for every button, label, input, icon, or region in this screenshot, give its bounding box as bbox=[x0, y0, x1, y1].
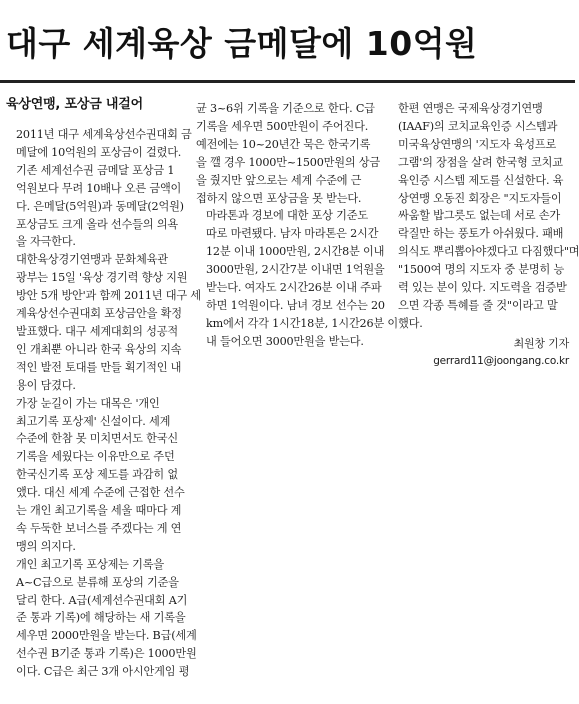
text-line: 기록을 세우면 500만원이 주어진다. bbox=[196, 119, 369, 133]
text-line: 그램'의 장점을 살려 한국형 코치교 bbox=[398, 155, 563, 169]
text-line: 한국신기록 포상 제도를 과감히 없 bbox=[16, 468, 178, 482]
paragraph bbox=[6, 162, 184, 252]
text-line: 접하지 않으면 포상금을 못 받는다. bbox=[196, 191, 362, 205]
text-line: 했다. bbox=[398, 316, 423, 330]
text-line: 인 개최뿐 아니라 한국 육상의 지속 bbox=[16, 342, 182, 356]
text-line: 광부는 15일 '육상 경기력 향상 지원 bbox=[16, 271, 188, 285]
text-line: 계육상선수권대회 포상금안을 확정 bbox=[16, 307, 182, 321]
text-line: 균 3~6위 기록을 기준으로 한다. C급 bbox=[196, 102, 375, 115]
text-line: 을 깰 경우 1000만~1500만원의 상금 bbox=[196, 155, 381, 169]
text-line: 억원보다 무려 10배나 오른 금액이 bbox=[16, 181, 182, 195]
text-line: 의식도 뿌리뽑아야겠다고 다짐했다"며 bbox=[398, 245, 579, 259]
author-email: gerrard11@joongang.co.kr bbox=[433, 354, 569, 367]
text-line: 적인 발전 토대를 만들 획기적인 내 bbox=[16, 360, 182, 374]
column-2-body bbox=[196, 100, 398, 351]
text-line: 대한육상경기연맹과 문화체육관 bbox=[16, 253, 168, 267]
text-line: 으면 각종 특혜를 줄 것"이라고 말 bbox=[398, 298, 558, 312]
headline: 대구 세계육상 금메달에 10억원 bbox=[6, 24, 478, 63]
text-line: 앴다. 대신 세계 수준에 근접한 선수 bbox=[16, 486, 185, 500]
text-line: 방안 5개 방안'과 함께 2011년 대구 세 bbox=[16, 289, 201, 303]
paragraph bbox=[6, 251, 201, 394]
text-line: 12분 이내 1000만원, 2시간8분 이내 bbox=[206, 245, 385, 259]
subheadline: 육상연맹, 포상금 내걸어 bbox=[6, 97, 143, 112]
text-line: 포상금도 크게 올라 선수들의 의욕 bbox=[16, 217, 178, 231]
text-line: 메달에 10억원의 포상금이 걸렸다. bbox=[16, 145, 182, 159]
text-line: 선수권 B기준 통과 기록)은 1000만원 bbox=[16, 647, 197, 661]
text-line: 는 개인 최고기록을 세울 때마다 계 bbox=[16, 504, 182, 518]
paragraph bbox=[196, 207, 398, 350]
byline: 최원창 기자 bbox=[513, 336, 569, 350]
text-line: 3000만원, 2시간7분 이내면 1억원을 bbox=[206, 263, 385, 277]
text-line: 맹의 의지다. bbox=[16, 539, 76, 553]
text-line: 내 들어오면 3000만원을 받는다. bbox=[206, 334, 364, 348]
text-line: 기록을 세웠다는 이유만으로 주던 bbox=[16, 450, 175, 464]
text-line: 마라톤과 경보에 대한 포상 기준도 bbox=[206, 209, 368, 223]
text-line: A~C급으로 분류해 포상의 기준을 bbox=[16, 575, 179, 589]
text-line: 속 두둑한 보너스를 주겠다는 게 연 bbox=[16, 521, 182, 535]
text-line: 발표했다. 대구 세계대회의 성공적 bbox=[16, 324, 178, 338]
text-line: 2011년 대구 세계육상선수권대회 금 bbox=[16, 128, 192, 141]
text-line: 최고기록 포상제' 신설이다. 세계 bbox=[16, 414, 171, 428]
paragraph bbox=[388, 100, 579, 333]
text-line: 력 있는 분이 있다. 지도력을 검증받 bbox=[398, 281, 567, 295]
paragraph bbox=[6, 126, 192, 162]
text-line: 하면 1억원이다. 남녀 경보 선수는 20 bbox=[206, 298, 385, 312]
text-line: 가장 눈길이 가는 대목은 '개인 bbox=[16, 396, 160, 410]
text-line: 한편 연맹은 국제육상경기연맹 bbox=[398, 102, 543, 115]
column-1 bbox=[6, 96, 201, 681]
text-line: 육인증 시스템 제도를 신설한다. 육 bbox=[398, 173, 564, 187]
text-line: 세우면 2000만원을 받는다. B급(세계 bbox=[16, 629, 197, 643]
paragraph bbox=[196, 100, 381, 207]
text-line: 미국육상연맹의 '지도자 육성프로 bbox=[398, 137, 557, 151]
text-line: 예전에는 10~20년간 묵은 한국기록 bbox=[196, 137, 371, 151]
text-line: 다. 은메달(5억원)과 동메달(2억원) bbox=[16, 199, 184, 213]
text-line: 용이 담겼다. bbox=[16, 378, 76, 392]
text-line: 기존 세계선수권 금메달 포상금 1 bbox=[16, 163, 175, 177]
text-line: 달리 한다. A급(세계선수권대회 A기 bbox=[16, 593, 188, 607]
text-line: 싸움할 밥그릇도 없는데 서로 손가 bbox=[398, 209, 560, 223]
text-line: 개인 최고기록 포상제는 기록을 bbox=[16, 557, 164, 571]
text-line: 이다. C급은 최근 3개 아시안게임 평 bbox=[16, 665, 190, 679]
text-line: 을 줬지만 앞으로는 세계 수준에 근 bbox=[196, 173, 362, 187]
text-line: 상연맹 오동진 회장은 "지도자들이 bbox=[398, 191, 562, 205]
column-3 bbox=[388, 100, 579, 371]
text-line: km에서 각각 1시간18분, 1시간26분 이 bbox=[206, 316, 398, 330]
text-line: 수준에 한참 못 미치면서도 한국신 bbox=[16, 432, 178, 446]
text-line: "1500여 명의 지도자 중 분명히 능 bbox=[398, 263, 565, 277]
column-2 bbox=[196, 100, 398, 351]
text-line: 받는다. 여자도 2시간26분 이내 주파 bbox=[206, 281, 382, 295]
headline-rule bbox=[0, 80, 575, 83]
text-line: 따로 마련됐다. 남자 마라톤은 2시간 bbox=[206, 227, 379, 241]
text-line: 을 자극한다. bbox=[16, 235, 76, 249]
paragraph bbox=[6, 556, 197, 681]
text-line: (IAAF)의 코치교육인증 시스템과 bbox=[398, 119, 558, 133]
text-line: 준 통과 기록)에 해당하는 새 기록을 bbox=[16, 611, 186, 625]
column-1-body bbox=[6, 126, 201, 681]
paragraph bbox=[6, 395, 184, 556]
column-3-body bbox=[388, 100, 579, 333]
text-line: 락질만 하는 풍토가 아쉬웠다. 패배 bbox=[398, 227, 564, 241]
